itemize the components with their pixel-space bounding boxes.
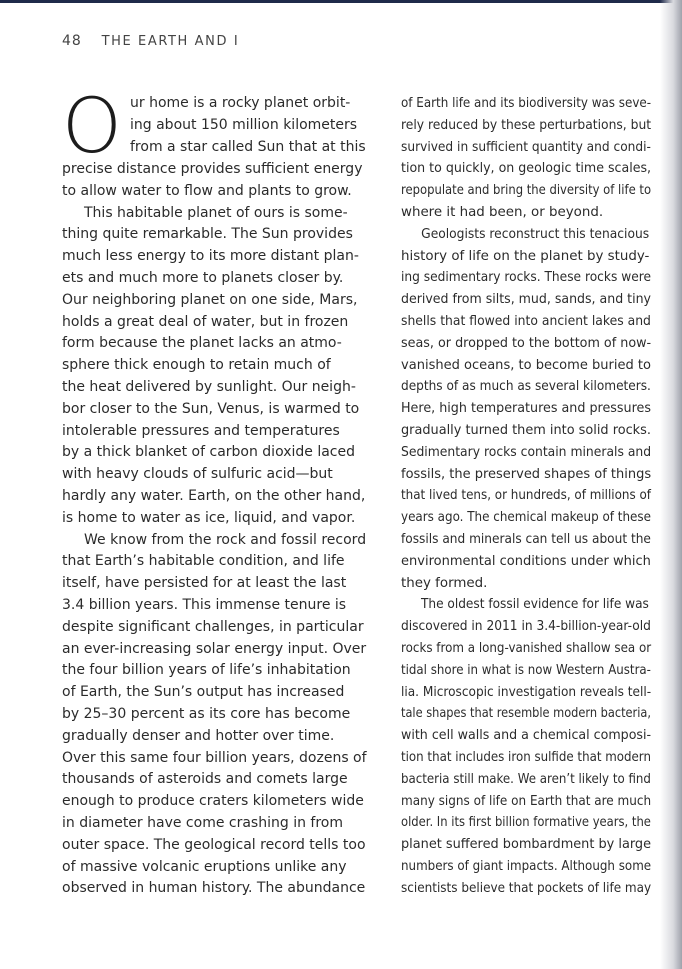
- text-line: lia. Microscopic investigation reveals tell-: [401, 684, 652, 700]
- paragraph: [401, 594, 651, 899]
- page-number: 48: [62, 33, 82, 49]
- text-line: sphere thick enough to retain much of: [62, 357, 331, 374]
- text-line: planet suffered bombardment by large: [401, 837, 652, 853]
- text-line: bor closer to the Sun, Venus, is warmed to: [62, 400, 360, 417]
- text-line: gradually turned them into solid rocks.: [401, 422, 651, 438]
- text-line: 3.4 billion years. This immense tenure is: [62, 596, 347, 613]
- left-column: [62, 81, 384, 900]
- text-line: older. In its first billion formative years, the: [401, 815, 651, 831]
- text-line: years ago. The chemical makeup of these: [401, 510, 651, 526]
- text-line: an ever-increasing solar energy input. Over: [62, 640, 367, 657]
- text-line: bacteria still make. We aren’t likely to find: [401, 771, 651, 787]
- text-line: holds a great deal of water, but in frozen: [62, 313, 349, 330]
- text-line: enough to produce craters kilometers wide: [62, 793, 364, 810]
- text-line: precise distance provides sufficient energy: [62, 161, 363, 177]
- text-line: from a star called Sun that at this: [130, 138, 366, 155]
- text-line: the heat delivered by sunlight. Our neigh-: [62, 378, 356, 395]
- text-line: observed in human history. The abundance: [62, 880, 366, 897]
- text-line: of massive volcanic eruptions unlike any: [62, 858, 347, 875]
- running-header: [62, 33, 239, 49]
- text-line: tale shapes that resemble modern bacteria,: [401, 706, 651, 722]
- text-line: is home to water as ice, liquid, and vapor.: [62, 509, 356, 526]
- paragraph: [401, 93, 651, 224]
- paragraph: [62, 81, 384, 203]
- text-line: The oldest fossil evidence for life was: [420, 597, 649, 613]
- text-line: ing about 150 million kilometers: [130, 116, 358, 133]
- text-line: with heavy clouds of sulfuric acid—but: [62, 466, 333, 483]
- running-title: THE EARTH AND I: [101, 34, 240, 49]
- text-line: by a thick blanket of carbon dioxide laced: [62, 444, 356, 461]
- text-line: hardly any water. Earth, on the other hand,: [62, 487, 366, 504]
- text-line: the four billion years of life’s inhabitation: [62, 662, 351, 679]
- text-line: of Earth, the Sun’s output has increased: [62, 684, 345, 701]
- top-border: [0, 0, 682, 3]
- text-line: in diameter have come crashing in from: [62, 814, 343, 831]
- text-line: numbers of giant impacts. Although some: [401, 858, 652, 874]
- text-line: by 25–30 percent as its core has become: [62, 705, 351, 722]
- text-line: thousands of asteroids and comets large: [62, 771, 348, 788]
- paragraph: [62, 530, 384, 901]
- right-column: [401, 93, 651, 899]
- text-line: shells that flowed into ancient lakes and: [401, 313, 651, 329]
- text-line: rely reduced by these perturbations, but: [401, 117, 652, 133]
- text-line: tion that includes iron sulfide that modern: [401, 749, 651, 765]
- text-line: fossils and minerals can tell us about the: [401, 531, 651, 547]
- text-line: environmental conditions under which: [401, 553, 651, 569]
- paragraph: [62, 203, 384, 530]
- text-line: despite significant challenges, in particular: [62, 618, 364, 635]
- text-line: Our neighboring planet on one side, Mars,: [62, 291, 358, 308]
- text-line: fossils, the preserved shapes of things: [401, 466, 652, 482]
- text-line: ur home is a rocky planet orbit-: [130, 95, 351, 111]
- text-line: history of life on the planet by study-: [401, 248, 650, 264]
- text-line: ing sedimentary rocks. These rocks were: [401, 270, 651, 286]
- text-line: tidal shore in what is now Western Austra-: [401, 662, 651, 678]
- text-line: many signs of life on Earth that are much: [401, 793, 652, 809]
- text-line: Sedimentary rocks contain minerals and: [401, 444, 652, 460]
- text-line: ets and much more to planets closer by.: [62, 269, 344, 286]
- text-line: This habitable planet of ours is some-: [84, 204, 348, 221]
- text-line: that lived tens, or hundreds, of millions of: [401, 488, 651, 504]
- text-line: of Earth life and its biodiversity was seve-: [401, 96, 652, 111]
- text-line: to allow water to flow and plants to grow.: [62, 182, 352, 199]
- text-line: Over this same four billion years, dozens of: [62, 749, 367, 766]
- text-line: rocks from a long-vanished shallow sea or: [401, 640, 652, 656]
- text-line: where it had been, or beyond.: [401, 204, 604, 220]
- text-line: outer space. The geological record tells too: [62, 836, 366, 853]
- text-line: depths of as much as several kilometers.: [401, 379, 651, 395]
- drop-cap: O: [62, 81, 122, 170]
- text-line: Here, high temperatures and pressures: [401, 401, 651, 417]
- text-line: they formed.: [401, 575, 488, 591]
- text-line: form because the planet lacks an atmo-: [62, 335, 342, 352]
- text-line: thing quite remarkable. The Sun provides: [62, 226, 353, 243]
- page-gutter-shadow: [660, 0, 682, 969]
- text-line: vanished oceans, to become buried to: [401, 357, 652, 373]
- text-line: seas, or dropped to the bottom of now-: [401, 335, 652, 351]
- text-line: Geologists reconstruct this tenacious: [421, 226, 650, 242]
- text-line: survived in sufficient quantity and condi-: [401, 139, 651, 155]
- paragraph: [401, 224, 651, 595]
- text-line: gradually denser and hotter over time.: [62, 727, 335, 744]
- text-line: itself, have persisted for at least the last: [62, 575, 347, 592]
- text-line: discovered in 2011 in 3.4-billion-year-old: [401, 619, 651, 635]
- text-line: intolerable pressures and temperatures: [62, 422, 340, 439]
- text-line: much less energy to its more distant plan-: [62, 248, 359, 265]
- text-line: with cell walls and a chemical composi-: [401, 728, 652, 744]
- text-line: derived from silts, mud, sands, and tiny: [401, 292, 651, 308]
- text-line: We know from the rock and fossil record: [84, 531, 367, 548]
- text-line: that Earth’s habitable condition, and life: [62, 553, 345, 570]
- text-line: scientists believe that pockets of life may: [401, 880, 652, 896]
- text-line: repopulate and bring the diversity of life to: [401, 183, 652, 199]
- text-line: tion to quickly, on geologic time scales,: [401, 161, 652, 177]
